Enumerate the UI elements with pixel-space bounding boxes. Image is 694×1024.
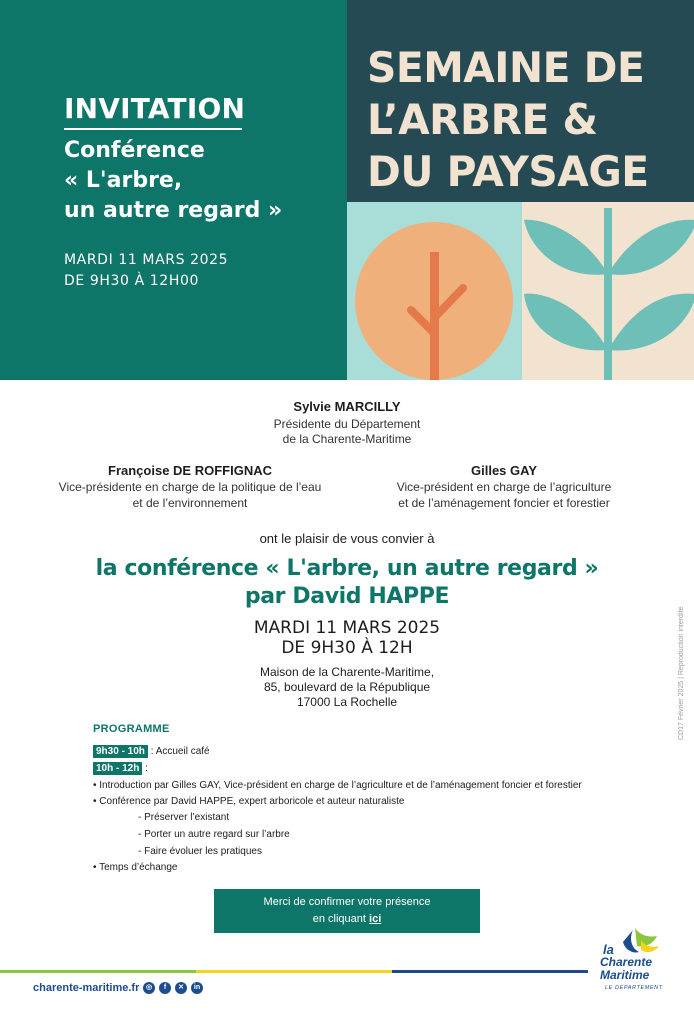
- website-link[interactable]: charente-maritime.fr: [33, 982, 140, 994]
- leaf-plant-icon: [522, 202, 694, 380]
- program-bullet: • Introduction par Gilles GAY, Vice-président en charge de l’agriculture et de l’aménagement foncier et forestier: [93, 780, 582, 791]
- president-role: de la Charente-Maritime: [282, 432, 412, 446]
- time-badge: 10h - 12h: [93, 762, 142, 775]
- x-icon[interactable]: ✕: [175, 982, 187, 994]
- header-right-panel: [347, 0, 694, 202]
- confirm-attendance-button[interactable]: [214, 889, 480, 933]
- event-week-title: [367, 42, 687, 198]
- event-time: DE 9H30 À 12H: [281, 638, 413, 658]
- footer-color-stripe: [0, 970, 588, 973]
- logo-text: Charente: [600, 955, 653, 969]
- copyright-note: CD17 Février 2025 | Reproduction interdite: [678, 606, 685, 740]
- conference-title-line: un autre regard »: [64, 198, 283, 223]
- president-role: Présidente du Département: [273, 417, 421, 431]
- facebook-icon[interactable]: f: [159, 982, 171, 994]
- conference-title-line: « L'arbre,: [64, 168, 183, 193]
- event-address: 85, boulevard de la République: [263, 680, 431, 694]
- slot-text: :: [142, 763, 148, 774]
- logo-text: la: [603, 942, 614, 957]
- event-week-title-line: DU PAYSAGE: [367, 147, 649, 196]
- time-badge: 9h30 - 10h: [93, 745, 148, 758]
- program-sub-item: - Porter un autre regard sur l’arbre: [138, 829, 290, 840]
- header-date-line: MARDI 11 MARS 2025: [64, 252, 229, 268]
- vice-president-1: [40, 463, 340, 511]
- event-week-title-line: L’ARBRE &: [367, 95, 598, 144]
- header-date-line: DE 9H30 À 12H00: [64, 273, 199, 289]
- event-speaker: par David HAPPE: [244, 584, 450, 609]
- conference-title-line: Conférence: [64, 138, 205, 163]
- program-bullet: • Temps d’échange: [93, 862, 178, 873]
- header-banner: [0, 0, 694, 380]
- program-slot-1: [93, 745, 210, 758]
- cta-prefix: en cliquant: [312, 913, 370, 925]
- program-bullet: • Conférence par David HAPPE, expert arboricole et auteur naturaliste: [93, 796, 405, 807]
- round-tree-icon: [347, 202, 522, 380]
- president-name: Sylvie MARCILLY: [293, 399, 401, 414]
- program-sub-item: - Faire évoluer les pratiques: [138, 846, 262, 857]
- invitation-title: INVITATION: [64, 92, 246, 125]
- linkedin-icon[interactable]: in: [191, 982, 203, 994]
- confirm-link[interactable]: ici: [369, 913, 382, 925]
- vp1-name: Françoise DE ROFFIGNAC: [108, 463, 272, 478]
- instagram-icon[interactable]: ◎: [143, 982, 155, 994]
- logo-text: Maritime: [600, 968, 650, 982]
- event-address: 17000 La Rochelle: [296, 695, 398, 709]
- vp1-role: et de l’environnement: [132, 496, 248, 510]
- event-date: MARDI 11 MARS 2025: [253, 618, 441, 638]
- program-slot-2: [93, 762, 148, 775]
- event-week-title-line: SEMAINE DE: [367, 43, 645, 92]
- tree-illustration: [347, 202, 522, 380]
- vp2-role: et de l’aménagement foncier et forestier: [398, 496, 610, 510]
- event-title: la conférence « L'arbre, un autre regard »: [95, 556, 599, 581]
- vice-president-2: [354, 463, 654, 511]
- event-address: Maison de la Charente-Maritime,: [259, 665, 435, 679]
- slot-text: : Accueil café: [147, 746, 210, 757]
- cta-line: Merci de confirmer votre présence: [263, 896, 431, 908]
- header-date: [64, 250, 228, 292]
- conference-title: [64, 136, 334, 226]
- program-title: PROGRAMME: [93, 723, 170, 735]
- leaf-illustration: [522, 202, 694, 380]
- logo-subtitle: LE DÉPARTEMENT: [605, 985, 663, 991]
- vp1-role: Vice-présidente en charge de la politique de l’eau: [58, 480, 322, 494]
- vp2-role: Vice-président en charge de l’agriculture: [396, 480, 612, 494]
- header-left-panel: [0, 0, 347, 380]
- invitation-underline: [64, 128, 242, 130]
- program-sub-item: - Préserver l’existant: [138, 812, 230, 823]
- invite-text: ont le plaisir de vous convier à: [259, 531, 435, 546]
- cta-line: [214, 911, 480, 928]
- vp2-name: Gilles GAY: [471, 463, 537, 478]
